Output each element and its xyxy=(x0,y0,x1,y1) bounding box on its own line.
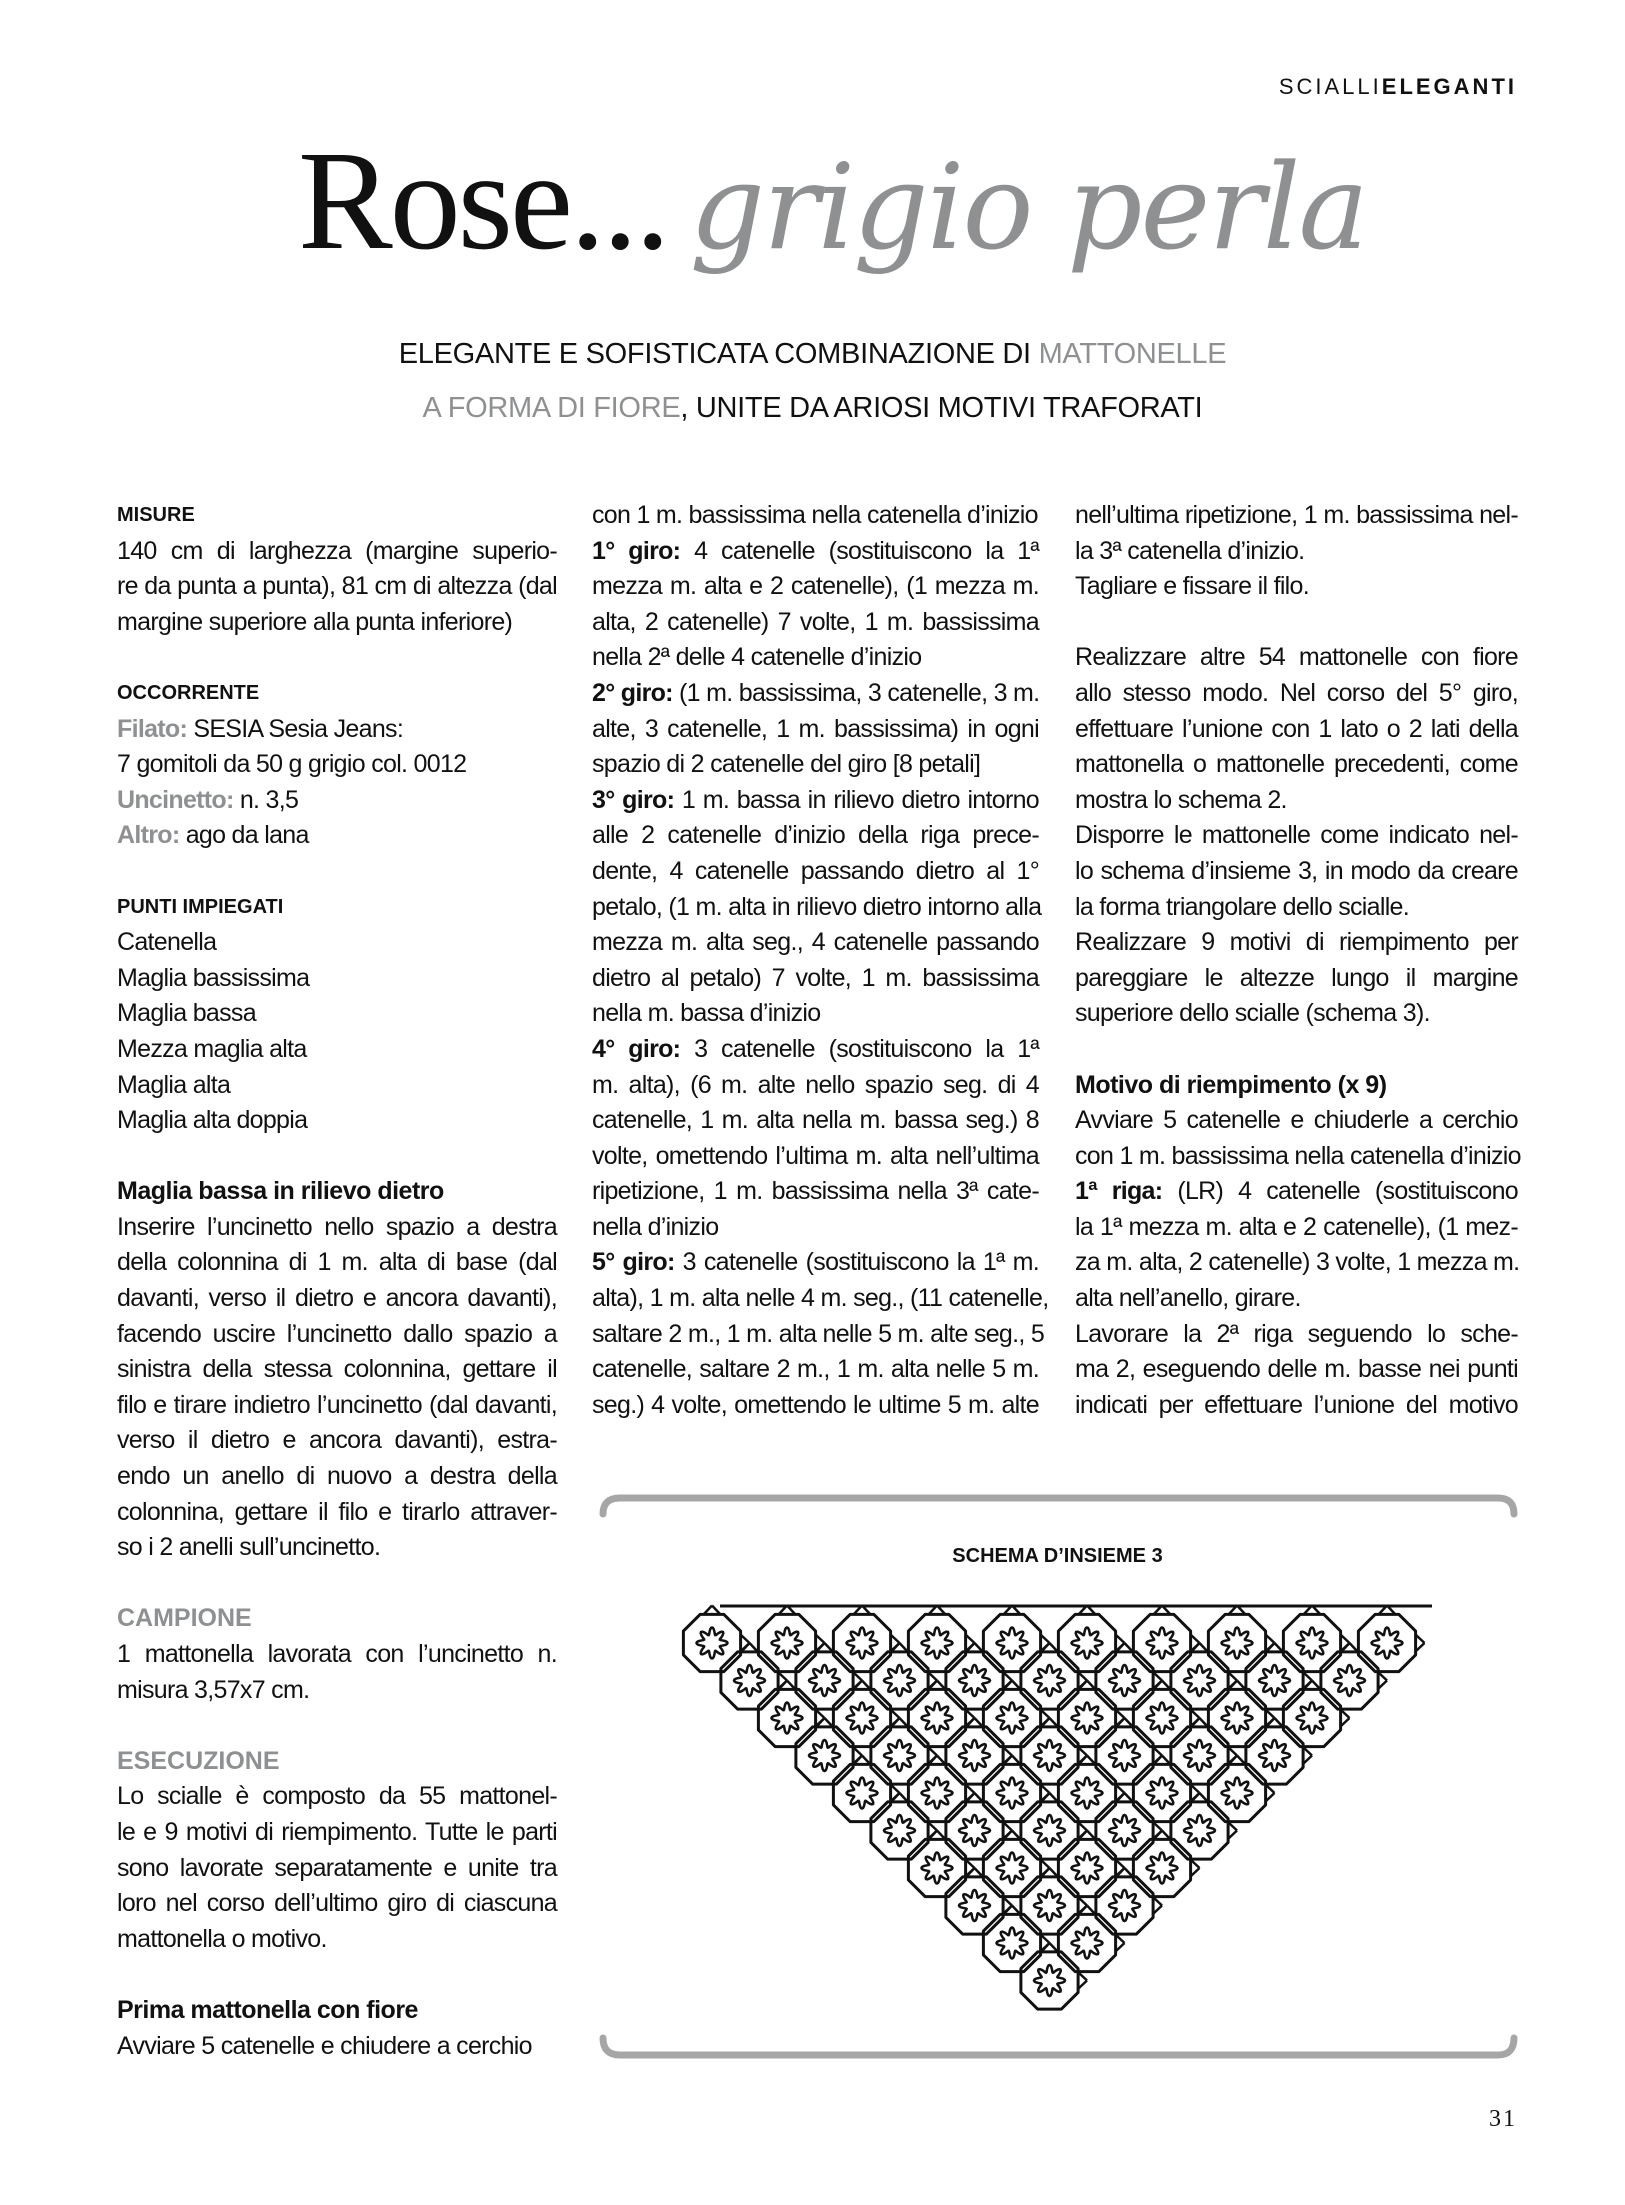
flower-icon xyxy=(884,1740,915,1771)
inline-label: 2° giro: xyxy=(592,678,673,707)
flower-icon xyxy=(1147,1778,1178,1809)
tile-frame xyxy=(871,1652,928,1709)
tile-frame xyxy=(796,1652,853,1709)
tile-frame xyxy=(1133,1614,1190,1671)
flower-icon xyxy=(1034,1815,1065,1846)
flower-icon xyxy=(1034,1740,1065,1771)
tile-frame xyxy=(908,1764,965,1821)
tile-frame xyxy=(983,1764,1040,1821)
tile-frame xyxy=(1171,1727,1228,1784)
tile-frame xyxy=(1021,1802,1078,1859)
flower-icon xyxy=(1072,1703,1103,1734)
text-line: so i 2 anelli sull’uncinetto. xyxy=(117,1533,381,1562)
flower-icon xyxy=(959,1815,990,1846)
text-line: Realizzare 9 motivi di riempimento per xyxy=(1075,928,1518,957)
flower-icon xyxy=(1109,1740,1140,1771)
flower-icon xyxy=(847,1778,878,1809)
text-line: endo un anello di nuovo a destra della xyxy=(117,1462,557,1491)
tile-frame xyxy=(1358,1614,1415,1671)
tile-frame xyxy=(1021,1877,1078,1934)
text-line: superiore dello scialle (schema 3). xyxy=(1075,999,1430,1028)
tile-frame xyxy=(946,1652,1003,1709)
inline-label: Uncinetto: xyxy=(117,785,234,814)
tile-frame xyxy=(946,1877,1003,1934)
flower-icon xyxy=(809,1665,840,1696)
flower-icon xyxy=(1109,1665,1140,1696)
text-line: sono lavorate separatamente e unite tra xyxy=(117,1853,557,1882)
flower-icon xyxy=(847,1703,878,1734)
flower-icon xyxy=(959,1665,990,1696)
text-line: ripetizione, 1 m. bassissima nella 3ª cate- xyxy=(592,1177,1039,1206)
flower-icon xyxy=(1259,1740,1290,1771)
tile-frame xyxy=(1133,1764,1190,1821)
text-line: filo e tirare indietro l’uncinetto (dal davanti, xyxy=(117,1390,557,1419)
flower-icon xyxy=(997,1778,1028,1809)
inline-label: 4° giro: xyxy=(592,1034,681,1063)
text-line: la 1ª mezza m. alta e 2 catenelle), (1 mez- xyxy=(1075,1212,1518,1241)
tile-frame xyxy=(1021,1952,1078,2009)
flower-icon xyxy=(1222,1778,1253,1809)
text-line: la forma triangolare dello scialle. xyxy=(1075,892,1410,921)
text-line: 7 gomitoli da 50 g grigio col. 0012 xyxy=(117,750,467,779)
inline-label: 1° giro: xyxy=(592,536,681,565)
text-line: spazio di 2 catenelle del giro [8 petali] xyxy=(592,750,981,779)
text-line: davanti, verso il dietro e ancora davanti), xyxy=(117,1284,557,1313)
text-line: della colonnina di 1 m. alta di base (dal xyxy=(117,1248,557,1277)
flower-icon xyxy=(847,1628,878,1659)
text-line: m. alta), (6 m. alte nello spazio seg. di 4 xyxy=(592,1070,1039,1099)
inline-text: 3 catenelle (sostituiscono la 1ª m. xyxy=(674,1248,1039,1277)
inline-label: 3° giro: xyxy=(592,785,675,814)
text-line: lo schema d’insieme 3, in modo da creare xyxy=(1075,856,1518,885)
text-line: indicati per effettuare l’unione del motivo xyxy=(1075,1390,1518,1419)
text-line: catenelle, saltare 2 m., 1 m. alta nelle 5 m. xyxy=(592,1355,1039,1384)
flower-icon xyxy=(1222,1703,1253,1734)
flower-icon xyxy=(1297,1703,1328,1734)
text-line: 140 cm di larghezza (margine superio- xyxy=(117,536,557,565)
tile-frame xyxy=(833,1689,890,1746)
text-line: allo stesso modo. Nel corso del 5° giro, xyxy=(1075,678,1518,707)
tile-frame xyxy=(983,1614,1040,1671)
tile-frame xyxy=(1096,1877,1153,1934)
tile-frame xyxy=(1171,1802,1228,1859)
text-line: effettuare l’unione con 1 lato o 2 lati della xyxy=(1075,714,1518,743)
text-line: Lavorare la 2ª riga seguendo lo sche- xyxy=(1075,1319,1518,1348)
inline-text: (1 m. bassissima, 3 catenelle, 3 m. xyxy=(672,678,1040,707)
flower-icon xyxy=(997,1928,1028,1959)
flower-icon xyxy=(922,1853,953,1884)
flower-icon xyxy=(997,1853,1028,1884)
text-line: facendo uscire l’uncinetto dallo spazio a xyxy=(117,1319,557,1348)
section-heading: MISURE xyxy=(117,504,195,526)
flower-icon xyxy=(884,1665,915,1696)
text-line: saltare 2 m., 1 m. alta nelle 5 m. alte seg., 5 xyxy=(592,1319,1045,1348)
inline-label: 1ª riga: xyxy=(1075,1177,1163,1206)
text-line: Maglia bassa xyxy=(117,999,256,1028)
tile-frame xyxy=(758,1614,815,1671)
section-tag-b: ELEGANTI xyxy=(1381,74,1517,99)
inline-text: SESIA Sesia Jeans: xyxy=(187,714,404,743)
tile-frame xyxy=(908,1614,965,1671)
text-line: alte, 3 catenelle, 1 m. bassissima) in ogni xyxy=(592,714,1039,743)
text-line: Maglia alta doppia xyxy=(117,1106,308,1135)
frame-top xyxy=(603,1498,1514,1514)
page-number: 31 xyxy=(1489,2106,1517,2132)
section-heading: Motivo di riempimento (x 9) xyxy=(1075,1070,1387,1099)
text-line: volte, omettendo l’ultima m. alta nell’ultima xyxy=(592,1141,1039,1170)
text-line: nella m. bassa d’inizio xyxy=(592,999,821,1028)
flower-icon xyxy=(959,1890,990,1921)
flower-icon xyxy=(1034,1665,1065,1696)
tile-frame xyxy=(1208,1614,1265,1671)
inline-label: Altro: xyxy=(117,821,180,850)
text-line: Realizzare altre 54 mattonelle con fiore xyxy=(1075,643,1518,672)
tile-frame xyxy=(1021,1727,1078,1784)
text-line: mezza m. alta seg., 4 catenelle passando xyxy=(592,928,1039,957)
tile-frame xyxy=(1058,1689,1115,1746)
subtitle-highlight: A FORMA DI FIORE xyxy=(422,392,681,424)
text-line: le e 9 motivi di riempimento. Tutte le parti xyxy=(117,1817,557,1846)
tile-frame xyxy=(1133,1839,1190,1896)
section-heading: Prima mattonella con fiore xyxy=(117,1995,418,2024)
text-line: misura 3,57x7 cm. xyxy=(117,1675,310,1704)
inline-text: n. 3,5 xyxy=(233,785,299,814)
text-line: seg.) 4 volte, omettendo le ultime 5 m. alte xyxy=(592,1390,1039,1419)
text-line: nella 2ª delle 4 catenelle d’inizio xyxy=(592,643,922,672)
subtitle-text: ELEGANTE E SOFISTICATA COMBINAZIONE DI xyxy=(398,338,1039,370)
subtitle-text: , UNITE DA ARIOSI MOTIVI TRAFORATI xyxy=(680,392,1203,424)
inline-text: 3 catenelle (sostituiscono la 1ª xyxy=(680,1034,1039,1063)
flower-icon xyxy=(809,1740,840,1771)
text-line: Inserire l’uncinetto nello spazio a destra xyxy=(117,1212,557,1241)
text-line: mattonella o motivo. xyxy=(117,1924,327,1953)
flower-icon xyxy=(1072,1853,1103,1884)
inline-text: ago da lana xyxy=(179,821,309,850)
tile-frame xyxy=(983,1914,1040,1971)
flower-icon xyxy=(1184,1815,1215,1846)
tile-frame xyxy=(946,1727,1003,1784)
tile-frame xyxy=(721,1652,778,1709)
flower-icon xyxy=(1184,1740,1215,1771)
text-line: za m. alta, 2 catenelle) 3 volte, 1 mezza m. xyxy=(1075,1248,1520,1277)
text-line: la 3ª catenella d’inizio. xyxy=(1075,536,1305,565)
text-line: pareggiare le altezze lungo il margine xyxy=(1075,963,1518,992)
section-tag-a: SCIALLI xyxy=(1278,74,1382,99)
text-line: catenelle, 1 m. alta nella m. bassa seg.) 8 xyxy=(592,1106,1039,1135)
text-line: Lo scialle è composto da 55 mattonel- xyxy=(117,1782,557,1811)
text-line: verso il dietro e ancora davanti), estra- xyxy=(117,1426,557,1455)
tile-frame xyxy=(983,1839,1040,1896)
schema-title: SCHEMA D’INSIEME 3 xyxy=(952,1545,1163,1567)
text-line: dente, 4 catenelle passando dietro al 1° xyxy=(592,856,1039,885)
section-heading: OCCORRENTE xyxy=(117,681,260,704)
text-line: con 1 m. bassissima nella catenella d’inizio xyxy=(592,501,1038,529)
text-line: mostra lo schema 2. xyxy=(1075,785,1287,814)
inline-text: 1 m. bassa in rilievo dietro intorno xyxy=(674,785,1039,814)
tile-frame xyxy=(1208,1764,1265,1821)
tile-frame xyxy=(1246,1727,1303,1784)
tile-frame xyxy=(1133,1689,1190,1746)
tile-frame xyxy=(1171,1652,1228,1709)
tile-frame xyxy=(983,1689,1040,1746)
tile-frame xyxy=(1283,1689,1340,1746)
text-line: Avviare 5 catenelle e chiuderle a cerchio xyxy=(1075,1106,1518,1135)
flower-icon xyxy=(772,1628,803,1659)
text-line: loro nel corso dell’ultimo giro di ciascuna xyxy=(117,1889,557,1918)
text-line: Mezza maglia alta xyxy=(117,1034,307,1063)
flower-icon xyxy=(1334,1665,1365,1696)
text-line: alta), 1 m. alta nelle 4 m. seg., (11 catenelle, xyxy=(592,1284,1049,1313)
text-line: Maglia alta xyxy=(117,1070,231,1099)
inline-text: 4 catenelle (sostituiscono la 1ª xyxy=(680,536,1039,565)
flower-icon xyxy=(959,1740,990,1771)
flower-icon xyxy=(1034,1965,1065,1996)
flower-icon xyxy=(1297,1628,1328,1659)
text-line: margine superiore alla punta inferiore) xyxy=(117,607,513,636)
text-line: colonnina, gettare il filo e tirarlo attraver- xyxy=(117,1497,557,1526)
shawl-tiles xyxy=(683,1606,1432,2010)
flower-icon xyxy=(1034,1890,1065,1921)
flower-icon xyxy=(1372,1628,1403,1659)
flower-icon xyxy=(922,1778,953,1809)
text-line: petalo, (1 m. alta in rilievo dietro intorno alla xyxy=(592,892,1042,921)
inline-label: 5° giro: xyxy=(592,1248,675,1277)
tile-frame xyxy=(683,1614,740,1671)
frame-bottom xyxy=(603,2038,1514,2055)
tile-frame xyxy=(871,1727,928,1784)
inline-text: (LR) 4 catenelle (sostituiscono xyxy=(1162,1177,1518,1206)
flower-icon xyxy=(884,1815,915,1846)
flower-icon xyxy=(772,1703,803,1734)
flower-icon xyxy=(1147,1703,1178,1734)
text-line: mattonella o mattonelle precedenti, come xyxy=(1075,750,1518,779)
flower-icon xyxy=(997,1703,1028,1734)
flower-icon xyxy=(1147,1853,1178,1884)
flower-icon xyxy=(1109,1815,1140,1846)
flower-icon xyxy=(734,1665,765,1696)
text-line: Tagliare e fissare il filo. xyxy=(1075,572,1309,601)
text-line: dietro al petalo) 7 volte, 1 m. bassissima xyxy=(592,963,1039,992)
flower-icon xyxy=(1222,1628,1253,1659)
section-heading: CAMPIONE xyxy=(117,1604,252,1633)
tile-frame xyxy=(758,1689,815,1746)
tile-frame xyxy=(1058,1914,1115,1971)
tile-frame xyxy=(908,1839,965,1896)
text-line: sinistra della stessa colonnina, gettare il xyxy=(117,1355,557,1384)
tile-frame xyxy=(1021,1652,1078,1709)
text-line: nella d’inizio xyxy=(592,1212,719,1241)
section-heading: Maglia bassa in rilievo dietro xyxy=(117,1177,444,1206)
flower-icon xyxy=(922,1703,953,1734)
flower-icon xyxy=(1184,1665,1215,1696)
flower-icon xyxy=(1147,1628,1178,1659)
text-line: ma 2, eseguendo delle m. basse nei punti xyxy=(1075,1355,1518,1384)
tile-frame xyxy=(946,1802,1003,1859)
tile-frame xyxy=(1283,1614,1340,1671)
text-line: alle 2 catenelle d’inizio della riga prece- xyxy=(592,821,1039,850)
text-line: Disporre le mattonelle come indicato nel- xyxy=(1075,821,1518,850)
text-line: nell’ultima ripetizione, 1 m. bassissima nel- xyxy=(1075,501,1518,529)
text-line: Avviare 5 catenelle e chiudere a cerchio xyxy=(117,2031,532,2060)
tile-frame xyxy=(871,1802,928,1859)
text-line: re da punta a punta), 81 cm di altezza (dal xyxy=(117,572,557,601)
tile-frame xyxy=(833,1764,890,1821)
inline-label: Filato: xyxy=(117,714,188,743)
text-line: alta nell’anello, girare. xyxy=(1075,1284,1301,1313)
tile-frame xyxy=(908,1689,965,1746)
tile-frame xyxy=(833,1614,890,1671)
title-main: Rose... xyxy=(298,121,668,279)
flower-icon xyxy=(697,1628,728,1659)
tile-frame xyxy=(1058,1839,1115,1896)
subtitle-highlight: MATTONELLE xyxy=(1038,338,1227,370)
tile-frame xyxy=(1058,1614,1115,1671)
section-heading: PUNTI IMPIEGATI xyxy=(117,895,284,918)
section-heading: ESECUZIONE xyxy=(117,1746,280,1775)
tile-frame xyxy=(1096,1652,1153,1709)
flower-icon xyxy=(997,1628,1028,1659)
flower-icon xyxy=(922,1628,953,1659)
text-line: con 1 m. bassissima nella catenella d’inizio xyxy=(1075,1141,1521,1170)
tile-frame xyxy=(796,1727,853,1784)
text-line: alta, 2 catenelle) 7 volte, 1 m. bassissima xyxy=(592,607,1039,636)
title-script: grigio perla xyxy=(689,138,1367,276)
tile-frame xyxy=(1321,1652,1378,1709)
tile-frame xyxy=(1208,1689,1265,1746)
tile-frame xyxy=(1096,1727,1153,1784)
text-line: mezza m. alta e 2 catenelle), (1 mezza m. xyxy=(592,572,1039,601)
flower-icon xyxy=(1072,1628,1103,1659)
text-line: 1 mattonella lavorata con l’uncinetto n. xyxy=(117,1640,557,1668)
flower-icon xyxy=(1259,1665,1290,1696)
flower-icon xyxy=(1072,1778,1103,1809)
text-line: Catenella xyxy=(117,928,217,957)
text-line: Maglia bassissima xyxy=(117,963,310,992)
flower-icon xyxy=(1072,1928,1103,1959)
tile-frame xyxy=(1058,1764,1115,1821)
tile-frame xyxy=(1096,1802,1153,1859)
tile-frame xyxy=(1246,1652,1303,1709)
flower-icon xyxy=(1109,1890,1140,1921)
